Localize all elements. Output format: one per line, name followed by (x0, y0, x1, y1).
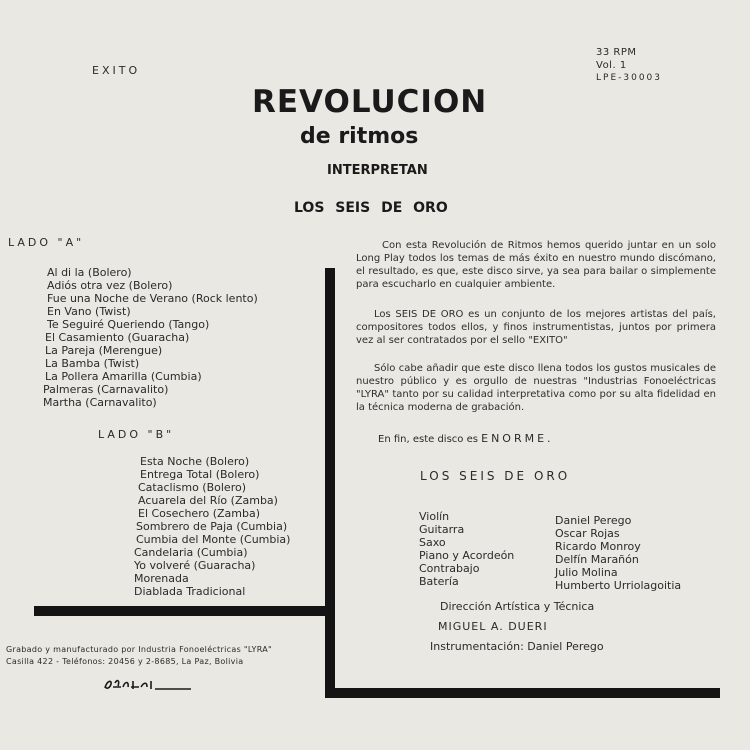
label-exito: EXITO (92, 64, 141, 77)
track-item: El Casamiento (Guaracha) (45, 331, 190, 344)
track-item: Acuarela del Río (Zamba) (138, 494, 278, 507)
role-item: Saxo (419, 536, 446, 549)
artist-name: LOS SEIS DE ORO (294, 200, 448, 216)
divider-horizontal-bottom (325, 688, 720, 698)
musician-item: Daniel Perego (555, 514, 632, 527)
track-item: Sombrero de Paja (Cumbia) (136, 520, 288, 533)
volume-number: Vol. 1 (596, 60, 627, 71)
role-item: Piano y Acordeón (419, 549, 515, 562)
instrumentation-credit: Instrumentación: Daniel Perego (430, 640, 604, 653)
printer-logo (103, 678, 195, 692)
liner-notes-paragraph: Sólo cabe añadir que este disco llena todos los gustos musicales de nuestro público y es orgullo de nuestras "Industrias Fonoeléctricas "LYRA" tanto por su calidad interpretativa como por su alta fidelidad en la técnica moderna de grabación. (356, 363, 716, 413)
role-item: Contrabajo (419, 562, 480, 575)
musician-item: Julio Molina (555, 566, 618, 579)
track-item: Candelaria (Cumbia) (134, 546, 248, 559)
role-item: Guitarra (419, 523, 465, 536)
divider-vertical (325, 268, 335, 698)
role-item: Violín (419, 510, 450, 523)
track-item: Entrega Total (Bolero) (140, 468, 260, 481)
side-b-heading: LADO "B" (98, 428, 175, 441)
musician-item: Oscar Rojas (555, 527, 620, 540)
catalog-number: LPE-30003 (596, 73, 663, 83)
track-item: Martha (Carnavalito) (43, 396, 157, 409)
track-item: Al di la (Bolero) (47, 266, 132, 279)
role-item: Batería (419, 575, 459, 588)
album-subtitle: de ritmos (300, 124, 419, 149)
interpretan-label: INTERPRETAN (327, 163, 428, 178)
closing-emphasis: ENORME. (481, 432, 554, 445)
track-item: En Vano (Twist) (47, 305, 131, 318)
manufacturer-credit: Grabado y manufacturado por Industria Fonoeléctricas "LYRA" (6, 645, 273, 654)
track-item: La Pollera Amarilla (Cumbia) (45, 370, 202, 383)
musician-item: Delfín Marañón (555, 553, 639, 566)
track-item: Palmeras (Carnavalito) (43, 383, 169, 396)
track-item: Fue una Noche de Verano (Rock lento) (47, 292, 258, 305)
track-item: El Cosechero (Zamba) (138, 507, 261, 520)
rpm-speed: 33 RPM (596, 47, 637, 58)
track-item: Cumbia del Monte (Cumbia) (136, 533, 291, 546)
side-a-heading: LADO "A" (8, 236, 85, 249)
track-item: Cataclismo (Bolero) (138, 481, 247, 494)
musician-item: Ricardo Monroy (555, 540, 641, 553)
track-item: Yo volveré (Guaracha) (134, 559, 256, 572)
album-title: REVOLUCION (252, 84, 488, 120)
track-item: La Pareja (Merengue) (45, 344, 163, 357)
direction-label: Dirección Artística y Técnica (440, 600, 595, 613)
divider-horizontal-left (34, 606, 325, 616)
track-item: La Bamba (Twist) (45, 357, 140, 370)
track-item: Diablada Tradicional (134, 585, 246, 598)
closing-line (378, 432, 554, 445)
director-name: MIGUEL A. DUERI (438, 620, 548, 633)
group-heading: LOS SEIS DE ORO (420, 469, 571, 483)
liner-notes-paragraph: Los SEIS DE ORO es un conjunto de los mejores artistas del país, compositores todos ellos, y finos instrumentistas, juntos por primera vez al ser contratados por el sello "EXITO" (356, 309, 716, 346)
track-item: Morenada (134, 572, 189, 585)
contact-credit: Casilla 422 - Teléfonos: 20456 y 2-8685, La Paz, Bolivia (6, 657, 244, 666)
closing-prefix: En fin, este disco es (378, 434, 478, 445)
liner-notes-paragraph: Con esta Revolución de Ritmos hemos querido juntar en un solo Long Play todos los temas de más éxito en nuestro mundo discómano, el resultado, es que, este disco sirve, ya sea para bailar o simplemente para escucharlo en cualquier ambiente. (356, 240, 716, 290)
musician-item: Humberto Urriolagoitia (555, 579, 682, 592)
track-item: Te Seguiré Queriendo (Tango) (47, 318, 210, 331)
track-item: Adiós otra vez (Bolero) (47, 279, 173, 292)
track-item: Esta Noche (Bolero) (140, 455, 250, 468)
